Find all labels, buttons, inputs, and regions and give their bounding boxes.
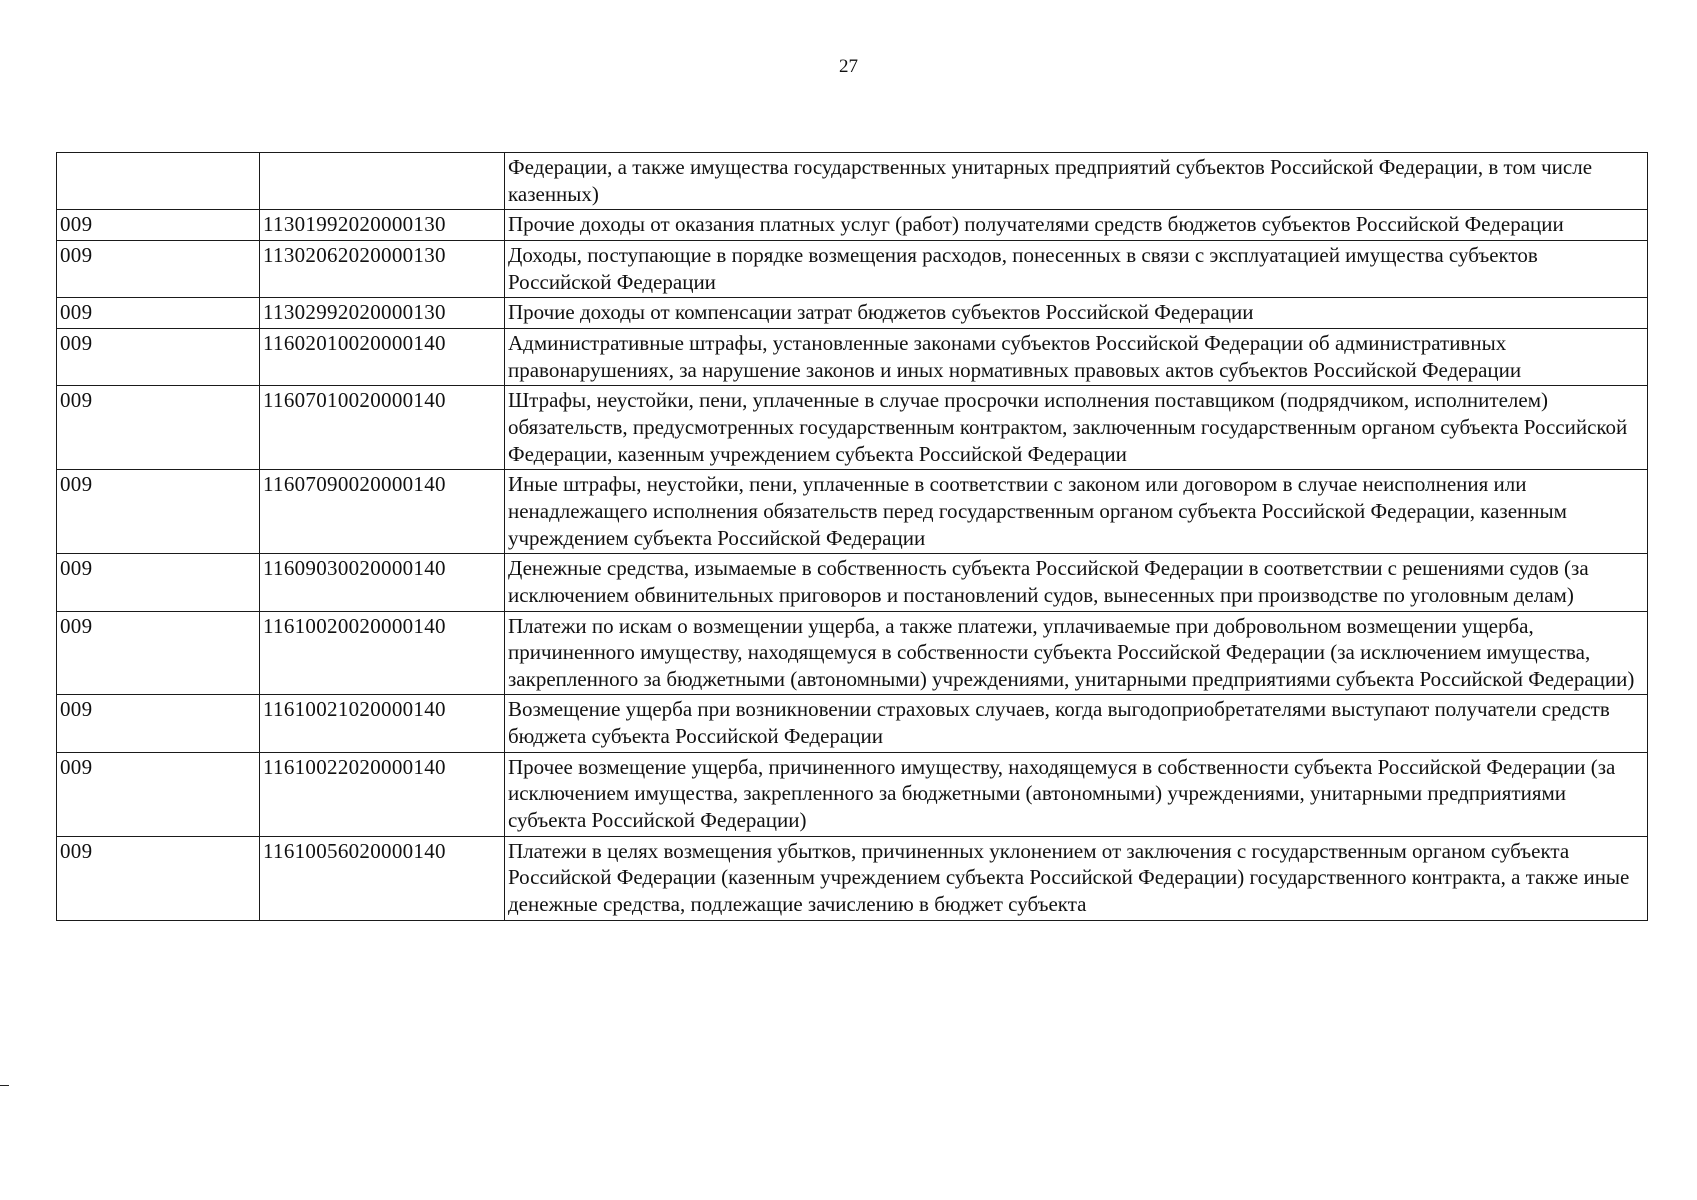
table-row xyxy=(57,240,1648,297)
revenue-code-cell xyxy=(260,153,505,210)
admin-code-cell: 009 xyxy=(57,328,260,385)
admin-code-cell: 009 xyxy=(57,210,260,241)
revenue-code-cell: 11609030020000140 xyxy=(260,554,505,611)
admin-code-cell: 009 xyxy=(57,695,260,752)
page-number: 27 xyxy=(839,56,858,77)
revenue-name-cell: Возмещение ущерба при возникновении страховых случаев, когда выгодоприобретателями выступают получатели средств бюджета субъекта Российской Федерации xyxy=(505,695,1648,752)
table-row xyxy=(57,470,1648,554)
admin-code-cell: 009 xyxy=(57,298,260,329)
table-row xyxy=(57,210,1648,241)
table-row xyxy=(57,554,1648,611)
revenue-name-cell: Административные штрафы, установленные законами субъектов Российской Федерации об административных правонарушениях, за нарушение законов и иных нормативных правовых актов субъектов Российской Федерации xyxy=(505,328,1648,385)
revenue-code-cell: 11602010020000140 xyxy=(260,328,505,385)
margin-mark xyxy=(0,1085,9,1086)
table-row xyxy=(57,298,1648,329)
admin-code-cell: 009 xyxy=(57,386,260,470)
revenue-name-cell: Платежи по искам о возмещении ущерба, а также платежи, уплачиваемые при добровольном возмещении ущерба, причиненного имуществу, находящемуся в собственности субъекта Российской Федерации (за исключением имущества, закрепленного за бюджетными (автономными) учреждениями, унитарными предприятиями субъекта Российской Федерации) xyxy=(505,611,1648,695)
revenue-name-cell: Иные штрафы, неустойки, пени, уплаченные в соответствии с законом или договором в случае неисполнения или ненадлежащего исполнения обязательств перед государственным органом субъекта Российской Федерации, казенным учреждением субъекта Российской Федерации xyxy=(505,470,1648,554)
revenue-name-cell: Прочее возмещение ущерба, причиненного имуществу, находящемуся в собственности субъекта Российской Федерации (за исключением имущества, закрепленного за бюджетными (автономными) учреждениями, унитарными предприятиями субъекта Российской Федерации) xyxy=(505,752,1648,836)
revenue-code-cell: 11607090020000140 xyxy=(260,470,505,554)
revenue-name-cell: Денежные средства, изымаемые в собственность субъекта Российской Федерации в соответствии с решениями судов (за исключением обвинительных приговоров и постановлений судов, вынесенных при производстве по уголовным делам) xyxy=(505,554,1648,611)
table-row xyxy=(57,752,1648,836)
revenue-name-cell: Штрафы, неустойки, пени, уплаченные в случае просрочки исполнения поставщиком (подрядчиком, исполнителем) обязательств, предусмотренных государственным контрактом, заключенным государственным органом субъекта Российской Федерации, казенным учреждением субъекта Российской Федерации xyxy=(505,386,1648,470)
revenue-code-cell: 11302062020000130 xyxy=(260,240,505,297)
budget-revenue-table xyxy=(56,152,1648,921)
admin-code-cell: 009 xyxy=(57,836,260,920)
revenue-name-cell: Прочие доходы от компенсации затрат бюджетов субъектов Российской Федерации xyxy=(505,298,1648,329)
admin-code-cell: 009 xyxy=(57,470,260,554)
table-row xyxy=(57,153,1648,210)
revenue-name-cell: Платежи в целях возмещения убытков, причиненных уклонением от заключения с государственным органом субъекта Российской Федерации (казенным учреждением субъекта Российской Федерации) государственного контракта, а также иные денежные средства, подлежащие зачислению в бюджет субъекта xyxy=(505,836,1648,920)
revenue-code-cell: 11610056020000140 xyxy=(260,836,505,920)
revenue-code-cell: 11610022020000140 xyxy=(260,752,505,836)
revenue-code-cell: 11302992020000130 xyxy=(260,298,505,329)
table-row xyxy=(57,386,1648,470)
revenue-name-cell: Прочие доходы от оказания платных услуг (работ) получателями средств бюджетов субъектов Российской Федерации xyxy=(505,210,1648,241)
revenue-code-cell: 11610021020000140 xyxy=(260,695,505,752)
table-row xyxy=(57,328,1648,385)
revenue-code-cell: 11607010020000140 xyxy=(260,386,505,470)
admin-code-cell: 009 xyxy=(57,752,260,836)
table-row xyxy=(57,695,1648,752)
table-row xyxy=(57,611,1648,695)
revenue-code-cell: 11610020020000140 xyxy=(260,611,505,695)
admin-code-cell: 009 xyxy=(57,554,260,611)
admin-code-cell: 009 xyxy=(57,611,260,695)
admin-code-cell xyxy=(57,153,260,210)
revenue-name-cell: Федерации, а также имущества государственных унитарных предприятий субъектов Российской Федерации, в том числе казенных) xyxy=(505,153,1648,210)
revenue-code-cell: 11301992020000130 xyxy=(260,210,505,241)
revenue-name-cell: Доходы, поступающие в порядке возмещения расходов, понесенных в связи с эксплуатацией имущества субъектов Российской Федерации xyxy=(505,240,1648,297)
admin-code-cell: 009 xyxy=(57,240,260,297)
table-row xyxy=(57,836,1648,920)
